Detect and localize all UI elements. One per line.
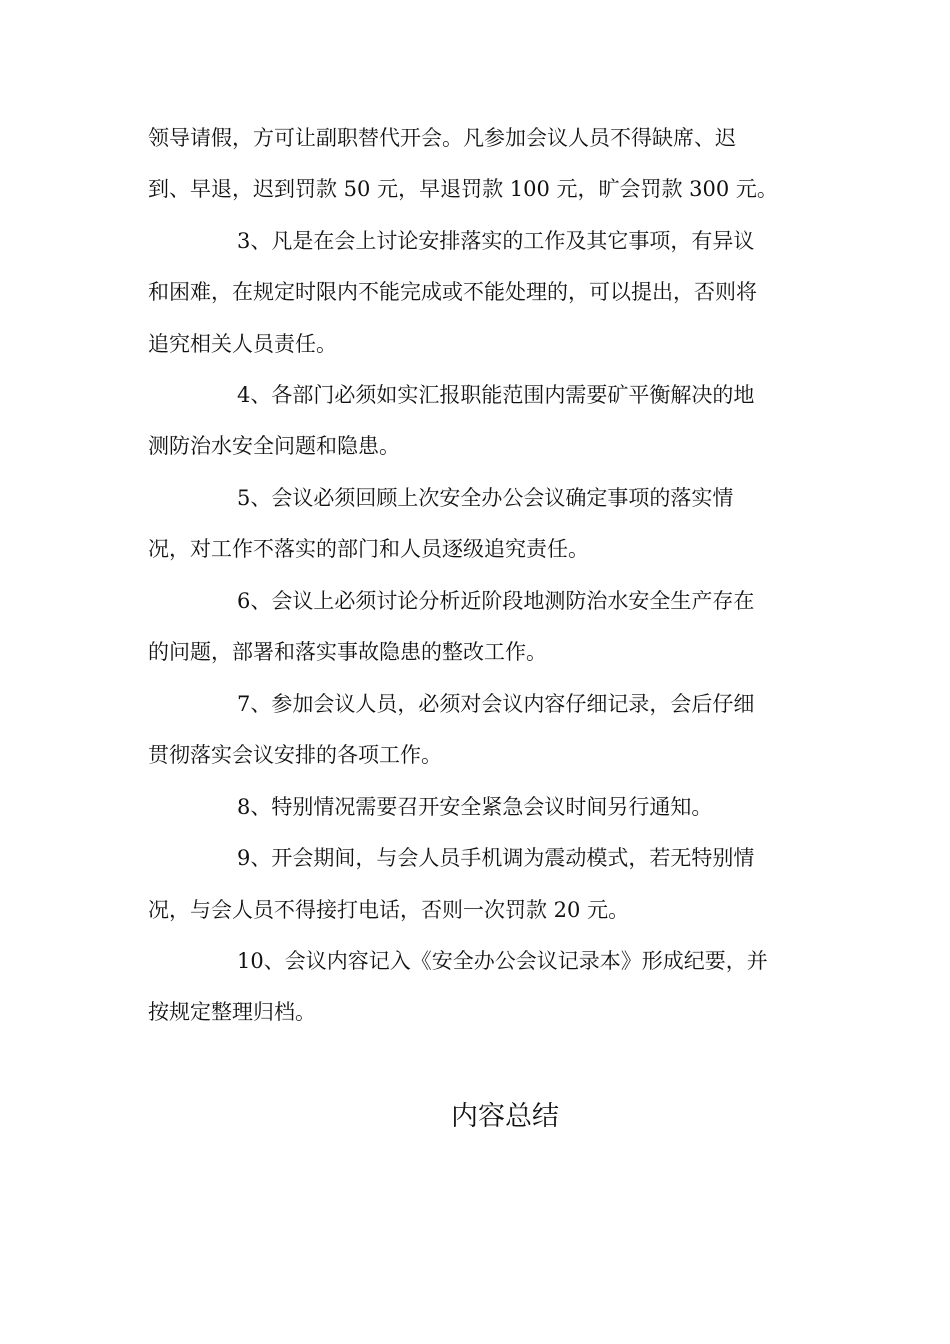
item-10-line-2: 按规定整理归档。 xyxy=(148,1000,316,1024)
item-6-line-1: 6、会议上必须讨论分析近阶段地测防治水安全生产存在 xyxy=(237,589,755,613)
text-line-1: 领导请假，方可让副职替代开会。凡参加会议人员不得缺席、迟 xyxy=(148,126,736,150)
item-3-line-1: 3、凡是在会上讨论安排落实的工作及其它事项，有异议 xyxy=(237,229,755,253)
text-line-2: 到、早退，迟到罚款 50 元，早退罚款 100 元，旷会罚款 300 元。 xyxy=(148,177,778,201)
item-7-line-2: 贯彻落实会议安排的各项工作。 xyxy=(148,743,442,767)
item-3-line-2: 和困难，在规定时限内不能完成或不能处理的，可以提出，否则将 xyxy=(148,280,757,304)
item-5-line-1: 5、会议必须回顾上次安全办公会议确定事项的落实情 xyxy=(237,486,734,510)
summary-heading: 内容总结 xyxy=(451,1101,559,1132)
item-10-line-1: 10、会议内容记入《安全办公会议记录本》形成纪要，并 xyxy=(237,949,768,973)
item-8-line-1: 8、特别情况需要召开安全紧急会议时间另行通知。 xyxy=(237,795,713,819)
item-5-line-2: 况，对工作不落实的部门和人员逐级追究责任。 xyxy=(148,537,589,561)
item-4-line-2: 测防治水安全问题和隐患。 xyxy=(148,434,400,458)
item-9-line-2: 况，与会人员不得接打电话，否则一次罚款 20 元。 xyxy=(148,898,630,922)
item-9-line-1: 9、开会期间，与会人员手机调为震动模式，若无特别情 xyxy=(237,846,755,870)
item-4-line-1: 4、各部门必须如实汇报职能范围内需要矿平衡解决的地 xyxy=(237,383,755,407)
item-7-line-1: 7、参加会议人员，必须对会议内容仔细记录，会后仔细 xyxy=(237,692,755,716)
item-6-line-2: 的问题，部署和落实事故隐患的整改工作。 xyxy=(148,640,547,664)
item-3-line-3: 追究相关人员责任。 xyxy=(148,332,337,356)
